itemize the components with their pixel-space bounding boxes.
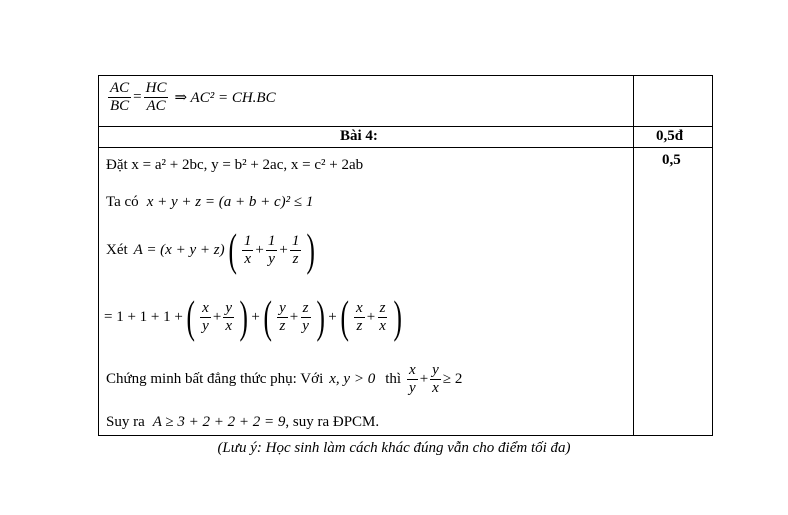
frac2-numerator: HC — [145, 80, 167, 96]
define-a-line: Xét A = (x + y + z) ( $\frac{1}{x}$ + $\frac{1}{y}$ + $\frac{1}{z}$ ) — [106, 224, 316, 275]
frac1-numerator: AC — [110, 80, 130, 96]
lemma-then: thì — [385, 371, 402, 387]
fraction-ac-bc — [108, 80, 131, 115]
section-points: 0,5đ — [656, 128, 684, 144]
row1-conclusion: ⇒ AC² = CH.BC — [174, 90, 276, 106]
right-paren: ) — [306, 224, 316, 275]
lemma-line: Chứng minh bất đẳng thức phụ: Với x, y > 0 thì $\frac{x}{y}$ + $\frac{y}{x}$ ≥ 2 — [106, 362, 463, 396]
lemma-condition: x, y > 0 — [329, 371, 376, 387]
row-divider-2 — [98, 147, 713, 148]
frac2-denominator: AC — [146, 98, 166, 114]
sum-line-prefix: Ta có — [106, 194, 139, 210]
conclusion-line — [106, 414, 379, 431]
footnote: (Lưu ý: Học sinh làm cách khác đúng vẫn cho điểm tối đa) — [217, 440, 571, 456]
define-a-math: A = (x + y + z) — [133, 241, 225, 258]
substitution-line: Đặt x = a² + 2bc, y = b² + 2ac, x = c² + 2ab — [106, 157, 364, 173]
score-value: 0,5 — [662, 152, 681, 168]
expansion-start: = 1 + 1 + 1 + — [104, 308, 183, 325]
row1-formula — [106, 80, 276, 115]
equals-sign: = — [133, 89, 142, 105]
conclusion-prefix: Suy ra — [106, 414, 145, 430]
column-divider — [633, 75, 634, 436]
expansion-line: = 1 + 1 + 1 + ( $\frac{x}{y}$ + $\frac{y}{x}$ ) + ( $\frac{y}{z}$ + $\frac{z}{y}$ ) + ( $\frac{x}{z}$ + $\frac{z}{x}$ ) — [104, 291, 402, 342]
fraction-hc-ac — [144, 80, 169, 115]
conclusion-suffix: , suy ra ĐPCM. — [285, 414, 380, 430]
sum-line — [106, 194, 313, 211]
lemma-prefix: Chứng minh bất đẳng thức phụ: Với — [106, 371, 324, 387]
section-title: Bài 4: — [340, 128, 378, 144]
define-a-prefix: Xét — [106, 241, 128, 258]
conclusion-math: A ≥ 3 + 2 + 2 + 2 = 9 — [152, 414, 286, 430]
frac1-denominator: BC — [110, 98, 130, 114]
sum-line-math: x + y + z = (a + b + c)² ≤ 1 — [146, 194, 314, 210]
lemma-inequality: ≥ 2 — [442, 371, 463, 387]
row-divider-1 — [98, 126, 713, 127]
left-paren: ( — [228, 224, 237, 275]
